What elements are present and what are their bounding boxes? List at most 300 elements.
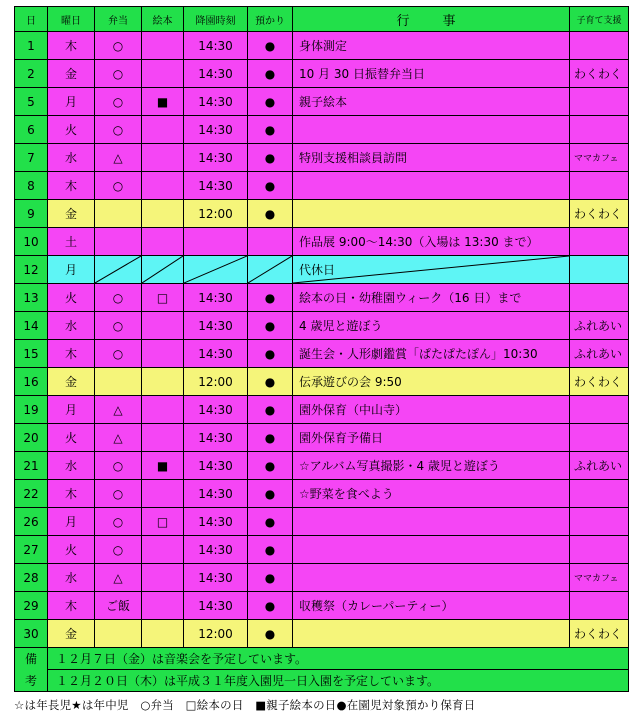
cell-dismiss-time-text: 14:30	[198, 514, 233, 529]
cell-azukari	[248, 340, 293, 368]
cell-support	[570, 116, 629, 144]
cell-day-text: 7	[27, 150, 35, 165]
cell-support	[570, 592, 629, 620]
cell-event	[293, 340, 570, 368]
cell-event	[293, 32, 570, 60]
cell-event	[293, 620, 570, 648]
cell-weekday	[48, 284, 95, 312]
cell-azukari-text: ●	[264, 346, 276, 361]
cell-support	[570, 32, 629, 60]
cell-event-text: 園外保育（中山寺）	[299, 403, 408, 417]
cell-dismiss-time	[184, 340, 248, 368]
cell-bento	[95, 508, 142, 536]
header-row	[15, 7, 629, 32]
cell-event-text: 親子絵本	[299, 95, 348, 109]
diagonal-strike	[248, 256, 292, 283]
cell-ehon-text: □	[156, 514, 169, 529]
schedule-row	[15, 256, 629, 284]
cell-weekday-text: 金	[64, 627, 77, 641]
cell-bento	[95, 536, 142, 564]
schedule-table	[14, 6, 629, 692]
cell-day	[15, 592, 48, 620]
diagonal-line	[248, 256, 292, 283]
cell-weekday-text: 木	[64, 487, 77, 501]
cell-ehon	[142, 368, 184, 396]
cell-support-text: わくわく	[574, 67, 623, 81]
cell-event-text: 誕生会・人形劇鑑賞「ぱたぱたぽん」10:30	[299, 347, 538, 361]
cell-bento	[95, 256, 142, 284]
cell-weekday	[48, 592, 95, 620]
schedule-row	[15, 88, 629, 116]
cell-bento	[95, 312, 142, 340]
cell-event	[293, 60, 570, 88]
cell-ehon-text: ■	[156, 94, 169, 109]
cell-ehon	[142, 508, 184, 536]
cell-bento	[95, 200, 142, 228]
cell-azukari	[248, 284, 293, 312]
schedule-row	[15, 424, 629, 452]
cell-support	[570, 508, 629, 536]
cell-day-text: 29	[23, 598, 39, 613]
cell-event	[293, 256, 570, 284]
cell-dismiss-time-text: 12:00	[198, 206, 233, 221]
cell-day-text: 28	[23, 570, 39, 585]
cell-bento	[95, 60, 142, 88]
cell-event	[293, 228, 570, 256]
cell-day	[15, 88, 48, 116]
schedule-row	[15, 284, 629, 312]
cell-ehon	[142, 60, 184, 88]
schedule-row	[15, 144, 629, 172]
schedule-row	[15, 620, 629, 648]
cell-azukari-text: ●	[264, 178, 276, 193]
notes-line-2: １２月２０日（木）は平成３１年度入園児一日入園を予定しています。	[48, 670, 629, 692]
cell-azukari-text: ●	[264, 318, 276, 333]
cell-azukari	[248, 88, 293, 116]
cell-dismiss-time-text: 12:00	[198, 374, 233, 389]
cell-dismiss-time	[184, 144, 248, 172]
cell-support	[570, 88, 629, 116]
cell-event-text: 身体測定	[299, 39, 348, 53]
cell-weekday-text: 火	[64, 543, 77, 557]
cell-bento	[95, 396, 142, 424]
cell-support	[570, 620, 629, 648]
diagonal-line	[184, 256, 247, 283]
cell-azukari	[248, 368, 293, 396]
cell-event	[293, 312, 570, 340]
cell-bento	[95, 480, 142, 508]
cell-azukari-text: ●	[264, 150, 276, 165]
cell-bento	[95, 340, 142, 368]
cell-bento	[95, 592, 142, 620]
diagonal-strike	[142, 256, 183, 283]
cell-bento	[95, 88, 142, 116]
cell-dismiss-time-text: 14:30	[198, 458, 233, 473]
cell-weekday	[48, 200, 95, 228]
cell-weekday-text: 金	[64, 375, 77, 389]
cell-weekday-text: 水	[64, 319, 77, 333]
cell-azukari	[248, 312, 293, 340]
cell-weekday-text: 月	[64, 263, 77, 277]
cell-dismiss-time	[184, 508, 248, 536]
schedule-row	[15, 592, 629, 620]
header-ehon: 絵本	[142, 7, 184, 32]
cell-weekday	[48, 88, 95, 116]
cell-day	[15, 424, 48, 452]
cell-azukari	[248, 228, 293, 256]
header-weekday: 曜日	[48, 7, 95, 32]
cell-event	[293, 116, 570, 144]
cell-dismiss-time	[184, 452, 248, 480]
cell-support	[570, 256, 629, 284]
cell-day	[15, 144, 48, 172]
cell-dismiss-time-text: 12:00	[198, 626, 233, 641]
cell-bento-text: ○	[112, 542, 124, 557]
header-azukari: 預かり	[248, 7, 293, 32]
cell-azukari	[248, 424, 293, 452]
cell-support	[570, 172, 629, 200]
cell-ehon-text: ■	[156, 458, 169, 473]
cell-weekday-text: 金	[64, 207, 77, 221]
cell-support	[570, 452, 629, 480]
schedule-row	[15, 32, 629, 60]
cell-weekday-text: 水	[64, 571, 77, 585]
cell-dismiss-time	[184, 172, 248, 200]
schedule-row	[15, 368, 629, 396]
cell-azukari-text: ●	[264, 570, 276, 585]
cell-azukari	[248, 60, 293, 88]
cell-bento-text: ○	[112, 318, 124, 333]
cell-dismiss-time	[184, 564, 248, 592]
cell-bento	[95, 116, 142, 144]
cell-event-text: 4 歳児と遊ぼう	[299, 319, 383, 333]
schedule-row	[15, 340, 629, 368]
monthly-schedule	[14, 6, 628, 713]
cell-dismiss-time	[184, 620, 248, 648]
cell-azukari-text: ●	[264, 374, 276, 389]
cell-day	[15, 60, 48, 88]
cell-weekday	[48, 480, 95, 508]
cell-bento	[95, 452, 142, 480]
cell-azukari	[248, 200, 293, 228]
cell-dismiss-time-text: 14:30	[198, 346, 233, 361]
cell-event	[293, 592, 570, 620]
cell-event	[293, 396, 570, 424]
cell-event	[293, 536, 570, 564]
cell-day-text: 22	[23, 486, 39, 501]
cell-weekday-text: 月	[64, 515, 77, 529]
cell-dismiss-time-text: 14:30	[198, 66, 233, 81]
cell-day-text: 9	[27, 206, 35, 221]
cell-weekday-text: 火	[64, 123, 77, 137]
cell-ehon	[142, 620, 184, 648]
cell-ehon	[142, 228, 184, 256]
cell-bento-text: ○	[112, 486, 124, 501]
cell-azukari	[248, 396, 293, 424]
cell-weekday	[48, 340, 95, 368]
schedule-row	[15, 396, 629, 424]
cell-event-text: 代休日	[299, 263, 336, 277]
cell-azukari-text: ●	[264, 598, 276, 613]
cell-day-text: 16	[23, 374, 39, 389]
cell-bento-text: ○	[112, 458, 124, 473]
cell-support	[570, 228, 629, 256]
cell-day-text: 30	[23, 626, 39, 641]
cell-weekday-text: 木	[64, 179, 77, 193]
cell-bento-text: ○	[112, 66, 124, 81]
cell-azukari	[248, 536, 293, 564]
cell-day	[15, 480, 48, 508]
cell-dismiss-time	[184, 228, 248, 256]
cell-ehon	[142, 564, 184, 592]
cell-azukari	[248, 452, 293, 480]
cell-support	[570, 424, 629, 452]
cell-dismiss-time-text: 14:30	[198, 542, 233, 557]
cell-support-text: わくわく	[574, 207, 623, 221]
cell-ehon	[142, 172, 184, 200]
cell-day	[15, 32, 48, 60]
notes-label-1: 備	[15, 648, 48, 670]
cell-dismiss-time	[184, 424, 248, 452]
cell-bento-text: ご飯	[105, 599, 130, 613]
cell-day	[15, 396, 48, 424]
cell-support-text: ふれあい	[574, 319, 623, 333]
cell-bento-text: ○	[112, 346, 124, 361]
header-day: 日	[15, 7, 48, 32]
cell-weekday-text: 金	[64, 67, 77, 81]
cell-bento-text: ○	[112, 290, 124, 305]
cell-ehon-text: □	[156, 290, 169, 305]
cell-azukari-text: ●	[264, 66, 276, 81]
cell-azukari	[248, 256, 293, 284]
cell-dismiss-time	[184, 368, 248, 396]
cell-dismiss-time	[184, 592, 248, 620]
cell-ehon	[142, 88, 184, 116]
cell-azukari-text: ●	[264, 486, 276, 501]
cell-bento-text: △	[113, 570, 123, 585]
schedule-row	[15, 508, 629, 536]
cell-ehon	[142, 256, 184, 284]
cell-bento	[95, 564, 142, 592]
cell-azukari-text: ●	[264, 206, 276, 221]
cell-weekday-text: 木	[64, 599, 77, 613]
cell-day-text: 26	[23, 514, 39, 529]
cell-dismiss-time-text: 14:30	[198, 122, 233, 137]
cell-day	[15, 312, 48, 340]
cell-weekday	[48, 144, 95, 172]
cell-ehon	[142, 144, 184, 172]
cell-support	[570, 340, 629, 368]
diagonal-line	[95, 256, 141, 283]
cell-weekday	[48, 452, 95, 480]
cell-azukari-text: ●	[264, 430, 276, 445]
cell-dismiss-time-text: 14:30	[198, 486, 233, 501]
schedule-row	[15, 172, 629, 200]
cell-azukari-text: ●	[264, 514, 276, 529]
cell-ehon	[142, 592, 184, 620]
cell-day-text: 21	[23, 458, 39, 473]
cell-event-text: 園外保育予備日	[299, 431, 384, 445]
diagonal-strike	[184, 256, 247, 283]
cell-dismiss-time	[184, 256, 248, 284]
cell-weekday-text: 月	[64, 95, 77, 109]
cell-day	[15, 508, 48, 536]
cell-day-text: 6	[27, 122, 35, 137]
cell-day-text: 15	[23, 346, 39, 361]
header-events: 行 事	[293, 7, 570, 32]
cell-event	[293, 424, 570, 452]
cell-bento-text: ○	[112, 38, 124, 53]
cell-event	[293, 452, 570, 480]
cell-day-text: 5	[27, 94, 35, 109]
cell-ehon	[142, 284, 184, 312]
cell-event	[293, 88, 570, 116]
cell-azukari-text: ●	[264, 458, 276, 473]
cell-ehon	[142, 452, 184, 480]
cell-azukari	[248, 172, 293, 200]
cell-ehon	[142, 32, 184, 60]
cell-day	[15, 256, 48, 284]
cell-event	[293, 284, 570, 312]
cell-day-text: 10	[23, 234, 39, 249]
cell-dismiss-time	[184, 536, 248, 564]
cell-azukari-text: ●	[264, 542, 276, 557]
cell-weekday	[48, 424, 95, 452]
cell-weekday	[48, 312, 95, 340]
cell-azukari	[248, 592, 293, 620]
cell-bento-text: △	[113, 402, 123, 417]
cell-day	[15, 452, 48, 480]
cell-ehon	[142, 424, 184, 452]
cell-support-text: わくわく	[574, 627, 623, 641]
cell-bento	[95, 144, 142, 172]
cell-day	[15, 620, 48, 648]
cell-dismiss-time-text: 14:30	[198, 150, 233, 165]
cell-dismiss-time-text: 14:30	[198, 94, 233, 109]
cell-dismiss-time-text: 14:30	[198, 598, 233, 613]
cell-event	[293, 368, 570, 396]
cell-weekday-text: 火	[64, 291, 77, 305]
schedule-row	[15, 116, 629, 144]
cell-weekday-text: 木	[64, 347, 77, 361]
cell-weekday	[48, 620, 95, 648]
legend: ☆は年長児★は年中児 ○弁当 □絵本の日 ■親子絵本の日●在園児対象預かり保育日	[14, 698, 476, 712]
header-dismiss-time: 降園時刻	[184, 7, 248, 32]
cell-support-text: ふれあい	[574, 347, 623, 361]
cell-azukari	[248, 508, 293, 536]
cell-bento-text: ○	[112, 94, 124, 109]
cell-azukari	[248, 480, 293, 508]
cell-dismiss-time	[184, 200, 248, 228]
cell-day	[15, 172, 48, 200]
schedule-row	[15, 60, 629, 88]
cell-dismiss-time	[184, 312, 248, 340]
cell-azukari-text: ●	[264, 38, 276, 53]
cell-bento-text: ○	[112, 122, 124, 137]
cell-event-text: ☆野菜を食べよう	[299, 487, 394, 501]
cell-day	[15, 564, 48, 592]
cell-weekday-text: 水	[64, 459, 77, 473]
cell-support	[570, 312, 629, 340]
cell-dismiss-time	[184, 60, 248, 88]
schedule-row	[15, 452, 629, 480]
cell-azukari-text: ●	[264, 626, 276, 641]
cell-day-text: 13	[23, 290, 39, 305]
cell-bento	[95, 172, 142, 200]
schedule-row	[15, 564, 629, 592]
notes-row-1	[15, 648, 629, 670]
cell-weekday	[48, 228, 95, 256]
cell-weekday	[48, 256, 95, 284]
cell-event-text: 収穫祭（カレーパーティー）	[299, 599, 454, 613]
cell-day	[15, 200, 48, 228]
cell-event	[293, 508, 570, 536]
cell-bento	[95, 228, 142, 256]
schedule-row	[15, 228, 629, 256]
cell-bento-text: ○	[112, 178, 124, 193]
cell-dismiss-time	[184, 480, 248, 508]
cell-azukari	[248, 116, 293, 144]
cell-bento	[95, 620, 142, 648]
cell-support	[570, 564, 629, 592]
cell-support	[570, 200, 629, 228]
cell-weekday-text: 月	[64, 403, 77, 417]
cell-weekday-text: 火	[64, 431, 77, 445]
cell-dismiss-time	[184, 32, 248, 60]
cell-support-text: ふれあい	[574, 459, 623, 473]
cell-day-text: 20	[23, 430, 39, 445]
cell-weekday	[48, 116, 95, 144]
diagonal-strike	[95, 256, 141, 283]
cell-support-text: ママカフェ	[574, 574, 619, 584]
cell-weekday	[48, 508, 95, 536]
cell-day-text: 14	[23, 318, 39, 333]
cell-event-text: 特別支援相談員訪問	[299, 151, 408, 165]
cell-bento	[95, 368, 142, 396]
cell-azukari-text: ●	[264, 94, 276, 109]
cell-dismiss-time-text: 14:30	[198, 178, 233, 193]
cell-azukari-text: ●	[264, 122, 276, 137]
diagonal-line	[142, 256, 183, 283]
cell-weekday	[48, 396, 95, 424]
cell-ehon	[142, 312, 184, 340]
schedule-row	[15, 312, 629, 340]
cell-day-text: 19	[23, 402, 39, 417]
cell-dismiss-time-text: 14:30	[198, 430, 233, 445]
cell-azukari	[248, 144, 293, 172]
cell-ehon	[142, 116, 184, 144]
cell-ehon	[142, 536, 184, 564]
cell-support	[570, 480, 629, 508]
cell-event	[293, 144, 570, 172]
cell-event	[293, 172, 570, 200]
cell-support	[570, 144, 629, 172]
cell-weekday	[48, 564, 95, 592]
cell-ehon	[142, 340, 184, 368]
cell-day	[15, 536, 48, 564]
schedule-row	[15, 200, 629, 228]
cell-ehon	[142, 396, 184, 424]
cell-day	[15, 340, 48, 368]
cell-dismiss-time	[184, 88, 248, 116]
cell-azukari	[248, 32, 293, 60]
notes-row-2	[15, 670, 629, 692]
schedule-row	[15, 480, 629, 508]
cell-day-text: 2	[27, 66, 35, 81]
notes-label-2: 考	[15, 670, 48, 692]
cell-support	[570, 284, 629, 312]
cell-day	[15, 228, 48, 256]
